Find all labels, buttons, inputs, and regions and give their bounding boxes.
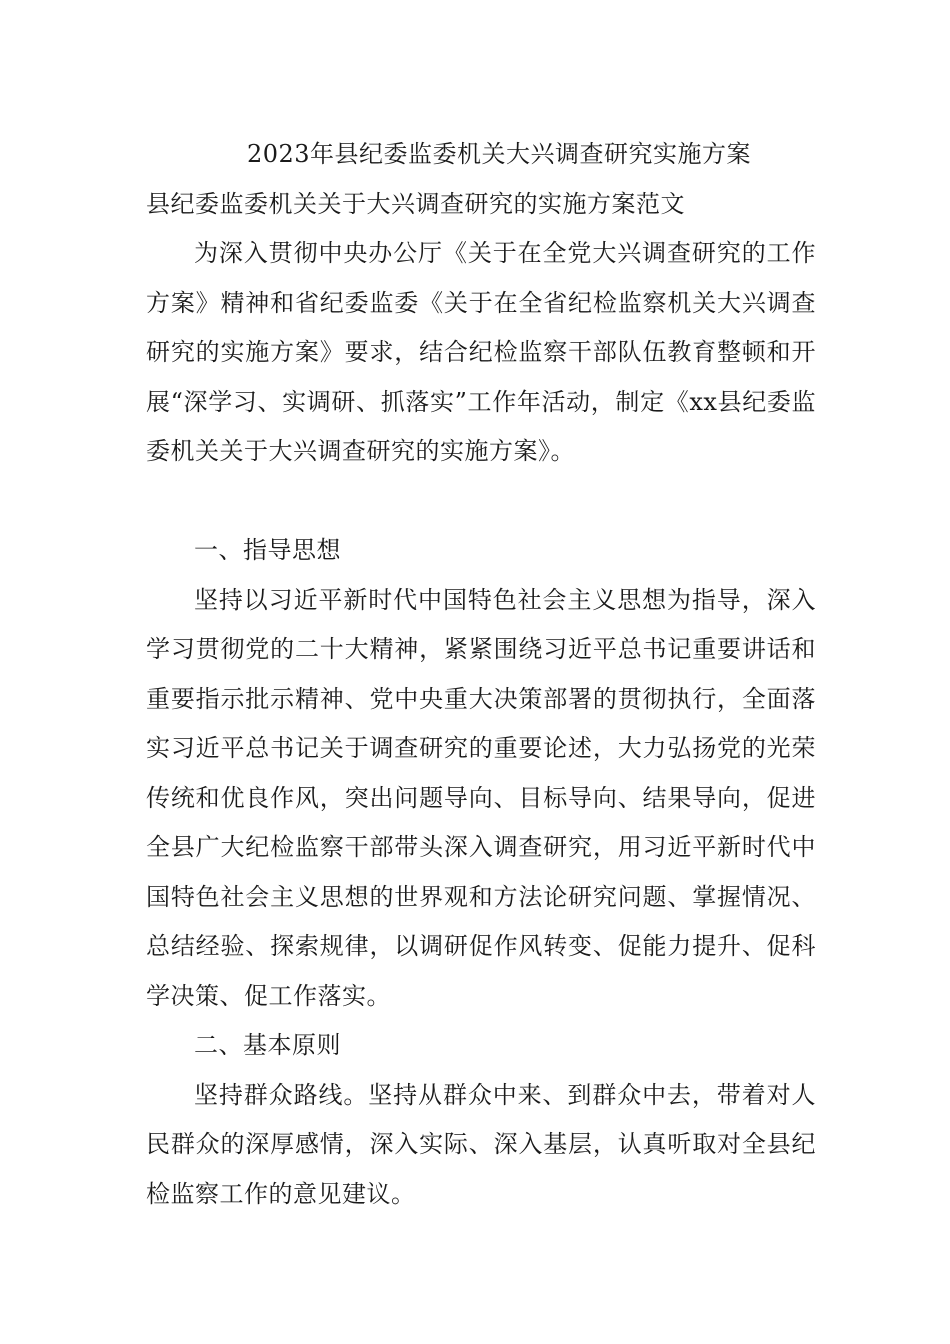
intro-paragraph: 为深入贯彻中央办公厅《关于在全党大兴调查研究的工作方案》精神和省纪委监委《关于在全省纪检监察机关大兴调查研究的实施方案》要求，结合纪检监察干部队伍教育整顿和开展“深学习、实调研、抓落实”工作年活动，制定《xx县纪委监委机关关于大兴调查研究的实施方案》。 [146, 239, 816, 465]
document-body [146, 130, 816, 1219]
document-title: 2023年县纪委监委机关大兴调查研究实施方案 [246, 140, 752, 168]
document-subtitle: 县纪委监委机关关于大兴调查研究的实施方案范文 [146, 189, 685, 218]
section-heading-basic-principles: 二、基本原则 [194, 1031, 341, 1059]
section-heading-guiding-thought: 一、指导思想 [194, 536, 341, 564]
section-body-guiding-thought: 坚持以习近平新时代中国特色社会主义思想为指导，深入学习贯彻党的二十大精神，紧紧围绕习近平总书记重要讲话和重要指示批示精神、党中央重大决策部署的贯彻执行，全面落实习近平总书记关于调查研究的重要论述，大力弘扬党的光荣传统和优良作风，突出问题导向、目标导向、结果导向，促进全县广大纪检监察干部带头深入调查研究，用习近平新时代中国特色社会主义思想的世界观和方法论研究问题、掌握情况、总结经验、探索规律，以调研促作风转变、促能力提升、促科学决策、促工作落实。 [146, 585, 816, 1010]
paragraph-gap [146, 477, 816, 527]
section-body-basic-principles: 坚持群众路线。坚持从群众中来、到群众中去，带着对人民群众的深厚感情，深入实际、深入基层，认真听取对全县纪检监察工作的意见建议。 [146, 1080, 816, 1208]
